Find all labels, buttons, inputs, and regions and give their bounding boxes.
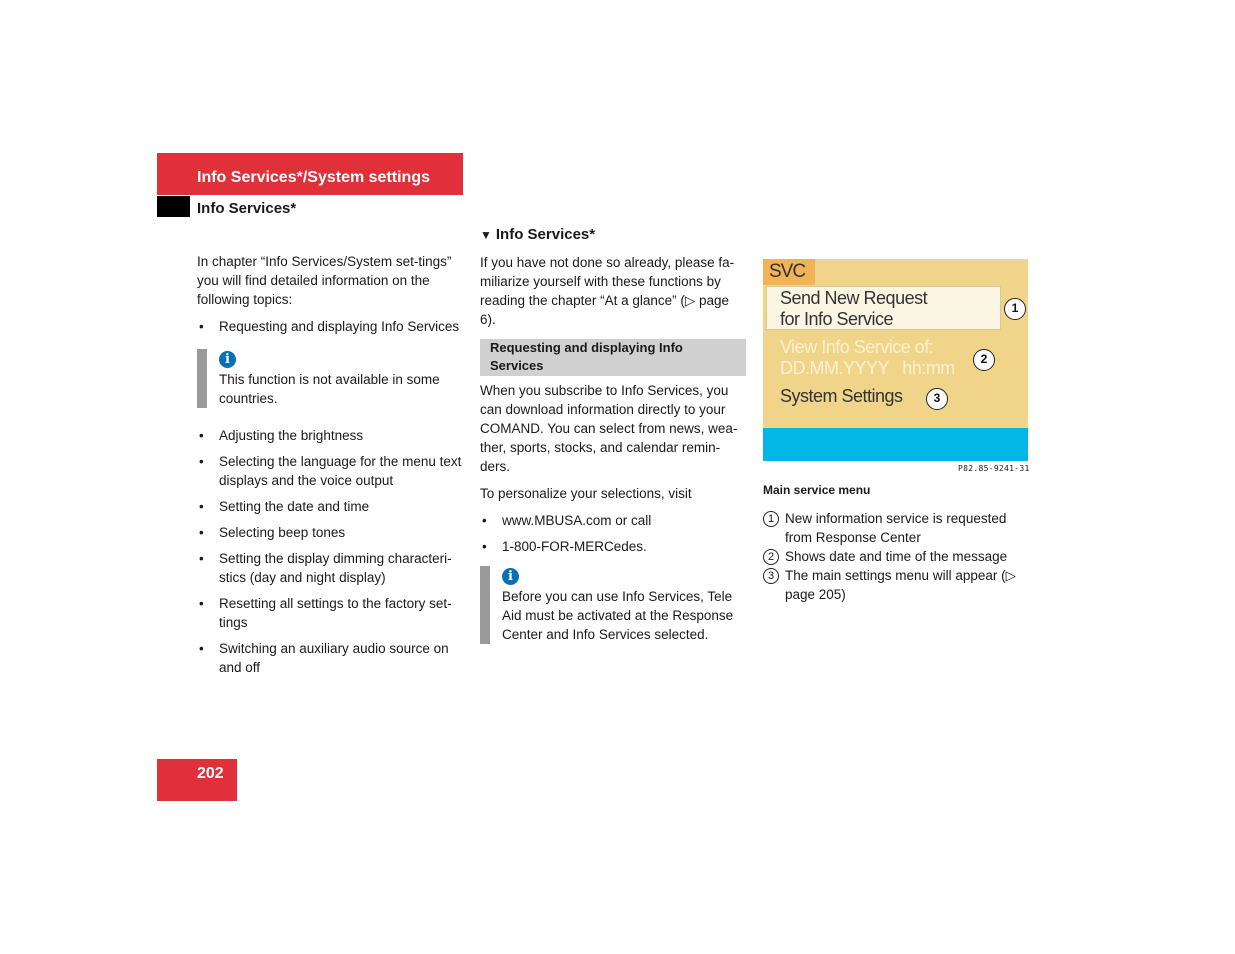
number-icon: 3 bbox=[763, 568, 779, 584]
list-item: • 1-800-FOR-MERCedes. bbox=[480, 537, 746, 556]
menu-item-send-request: Send New Request for Info Service bbox=[766, 286, 1001, 330]
topic-list bbox=[197, 317, 465, 336]
intro-paragraph: If you have not done so already, please fa-miliarize yourself with these functions by reading the chapter “At a glance” (▷ page 6). bbox=[480, 255, 735, 327]
list-item: • Adjusting the brightness bbox=[197, 426, 465, 445]
note-text: Before you can use Info Services, Tele Aid must be activated at the Response Center and Info Services selected. bbox=[502, 589, 734, 642]
info-note bbox=[197, 349, 465, 408]
figure-caption: Main service menu bbox=[763, 483, 871, 497]
callout-3: 3 bbox=[926, 388, 948, 410]
contact-list bbox=[480, 511, 746, 556]
screen-status-bar bbox=[763, 428, 1028, 461]
legend-item: 3 The main settings menu will appear (▷ page 205) bbox=[763, 566, 1033, 604]
info-icon: i bbox=[219, 351, 236, 368]
list-item: • Setting the display dimming characteri-stics (day and night display) bbox=[197, 549, 465, 587]
body-paragraph: When you subscribe to Info Services, you can download information directly to your COMAND. You can select from news, wea-ther, sports, stocks, and calendar remin-ders. bbox=[480, 383, 738, 474]
figure-legend bbox=[763, 509, 1033, 604]
list-item: • Selecting the language for the menu text displays and the voice output bbox=[197, 452, 465, 490]
number-icon: 1 bbox=[763, 511, 779, 527]
legend-item: 2 Shows date and time of the message bbox=[763, 547, 1033, 566]
note-bar bbox=[480, 566, 490, 644]
body-paragraph: To personalize your selections, visit bbox=[480, 486, 692, 501]
callout-2: 2 bbox=[973, 349, 995, 371]
intro-paragraph: In chapter “Info Services/System set-tings” you will find detailed information on the following topics: bbox=[197, 254, 452, 307]
triangle-icon: ▼ bbox=[480, 228, 492, 242]
section-subtitle: Info Services* bbox=[197, 200, 297, 217]
section-marker bbox=[157, 196, 190, 217]
list-item: • Selecting beep tones bbox=[197, 523, 465, 542]
note-text: This function is not available in some countries. bbox=[219, 372, 440, 406]
figure-id: P82.85-9241-31 bbox=[958, 464, 1030, 473]
middle-column bbox=[480, 225, 746, 662]
list-item: • Resetting all settings to the factory set-tings bbox=[197, 594, 465, 632]
topic-list bbox=[197, 426, 465, 677]
chapter-title: Info Services*/System settings bbox=[197, 169, 430, 186]
info-note bbox=[480, 566, 746, 644]
number-icon: 2 bbox=[763, 549, 779, 565]
left-column bbox=[197, 252, 465, 684]
list-item: • www.MBUSA.com or call bbox=[480, 511, 746, 530]
menu-item-view-info: View Info Service of: DD.MM.YYYY hh:mm bbox=[780, 337, 955, 378]
section-title: ▼ Info Services* bbox=[480, 226, 596, 243]
info-icon: i bbox=[502, 568, 519, 585]
note-bar bbox=[197, 349, 207, 408]
list-item: • Switching an auxiliary audio source on and off bbox=[197, 639, 465, 677]
list-item: • Requesting and displaying Info Services bbox=[197, 317, 465, 336]
menu-item-system-settings: System Settings bbox=[780, 386, 903, 406]
page-number: 202 bbox=[197, 765, 224, 782]
list-item: • Setting the date and time bbox=[197, 497, 465, 516]
callout-1: 1 bbox=[1004, 298, 1026, 320]
legend-item: 1 New information service is requested from Response Center bbox=[763, 509, 1033, 547]
subsection-title: Requesting and displaying Info Services bbox=[480, 339, 746, 376]
svc-tab: SVC bbox=[763, 259, 815, 285]
